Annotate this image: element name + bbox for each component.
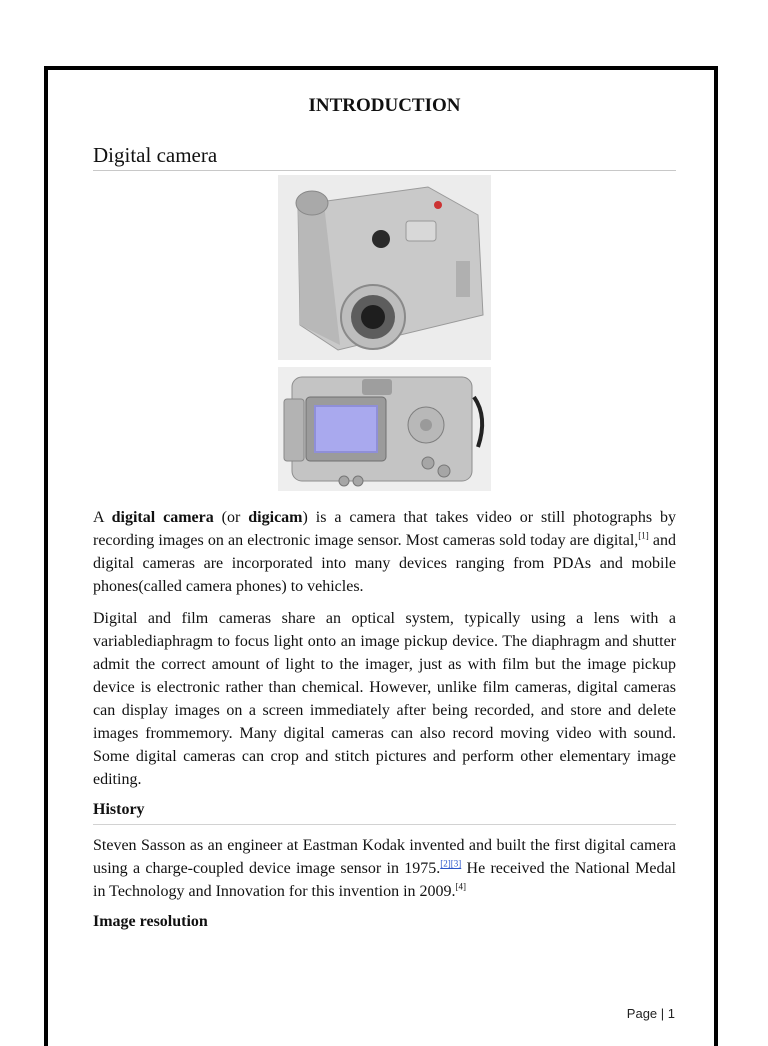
term-digital-camera: digital camera: [111, 509, 214, 526]
history-heading: History: [93, 799, 676, 825]
text-run: and digital cameras are incorporated into many devices ranging from PDAs and mobile phones(called camera phones) to vehicles.: [93, 532, 677, 595]
image-resolution-heading: Image resolution: [93, 913, 208, 930]
text-run: ) is a camera that takes video or still photographs by recording images on an electronic image sensor. Most cameras sold today are digital,: [93, 509, 676, 549]
text-run: He received the National Medal in Technology and Innovation for this invention in 2009.: [93, 860, 676, 900]
camera-front-photo: [278, 175, 491, 360]
text-run: Steven Sasson as an engineer at Eastman Kodak invented and built the first digital camera using a charge-coupled device image sensor in 1975.: [93, 837, 676, 877]
citation-link[interactable]: [2][3]: [440, 858, 462, 869]
page-title: INTRODUCTION: [308, 95, 461, 116]
page-number: Page | 1: [626, 1006, 675, 1021]
text-run: A: [93, 509, 112, 526]
term-digicam: digicam: [248, 509, 303, 526]
camera-back-photo: [278, 367, 491, 491]
text-run: (or: [213, 509, 249, 526]
citation-ref[interactable]: [4]: [455, 881, 467, 892]
optics-paragraph: Digital and film cameras share an optical system, typically using a lens with a variablediaphragm to focus light onto an image pickup device. The diaphragm and shutter admit the correct amount of light to the imager, just as with film but the image pickup device is electronic rather than chemical. However, unlike film cameras, digital cameras can display images on a screen immediately after being recorded, and store and delete images frommemory. Many digital cameras can also record moving video with sound. Some digital cameras can crop and stitch pictures and perform other elementary image editing.: [93, 610, 676, 788]
history-paragraph: [93, 834, 676, 903]
intro-paragraph: [93, 506, 676, 598]
section-title: Digital camera: [93, 142, 676, 171]
citation-ref[interactable]: [1]: [638, 530, 649, 541]
document-body: [93, 90, 676, 936]
